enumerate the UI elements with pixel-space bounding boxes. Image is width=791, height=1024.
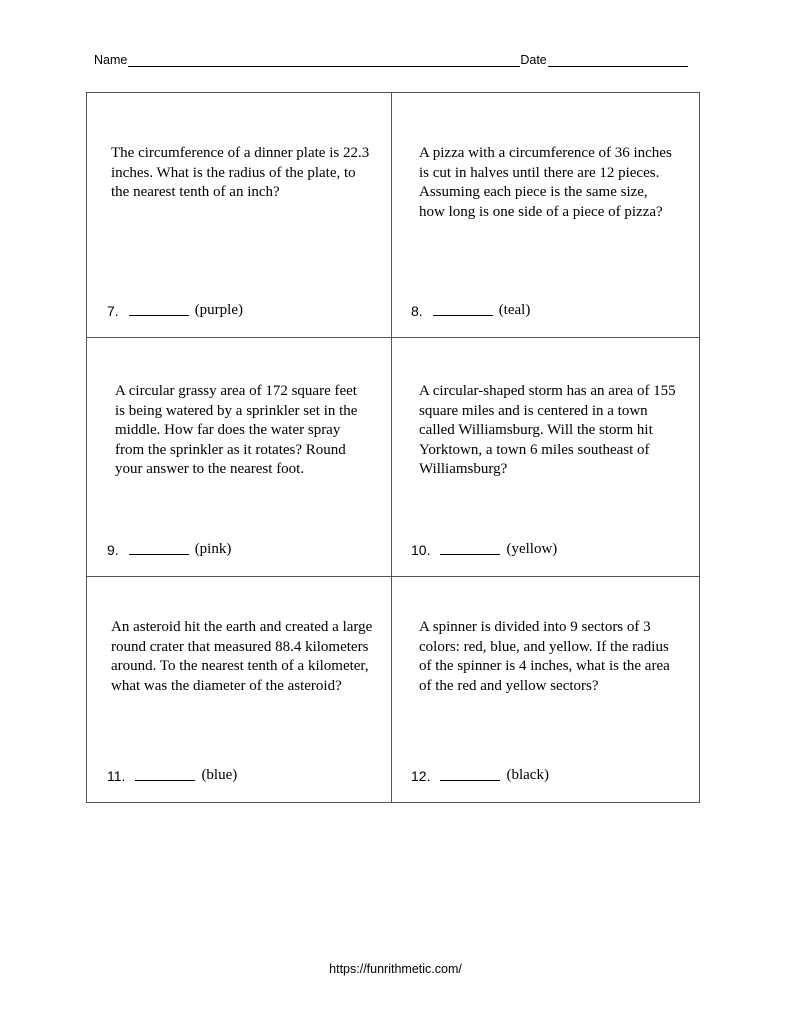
problem-number: 11. xyxy=(107,768,126,784)
task-card-10 xyxy=(392,338,700,577)
question-text: A pizza with a circumference of 36 inches is cut in halves until there are 12 pieces. Assuming each piece is the same size, how long is one side of a piece of pizza? xyxy=(419,145,672,220)
color-label: (pink) xyxy=(194,541,232,557)
question-text: An asteroid hit the earth and created a large round crater that measured 88.4 kilometers around. To the nearest tenth of a kilometer, what was the diameter of the asteroid? xyxy=(111,619,373,694)
date-label: Date xyxy=(520,53,547,67)
answer-blank[interactable] xyxy=(129,303,189,316)
name-field-line[interactable] xyxy=(128,52,520,67)
name-label: Name xyxy=(94,53,128,67)
answer-row xyxy=(411,302,530,319)
question-text: A circular-shaped storm has an area of 155 square miles and is centered in a town called Williamsburg. Will the storm hit Yorktown, a town 6 miles southeast of Williamsburg? xyxy=(419,383,676,477)
color-label: (teal) xyxy=(498,302,531,318)
color-label: (purple) xyxy=(194,302,243,318)
color-label: (yellow) xyxy=(506,541,558,557)
worksheet-header xyxy=(94,47,694,67)
question-text: A circular grassy area of 172 square feet is being watered by a sprinkler set in the middle. How far does the water spray from the sprinkler as it rotates? Round your answer to the nearest foot. xyxy=(115,383,358,477)
color-label: (black) xyxy=(506,767,549,783)
color-label: (blue) xyxy=(201,767,238,783)
problem-number: 8. xyxy=(411,303,423,319)
problem-number: 10. xyxy=(411,542,431,558)
answer-blank[interactable] xyxy=(440,542,500,555)
problem-number: 7. xyxy=(107,303,119,319)
answer-row xyxy=(107,302,243,319)
answer-row xyxy=(107,541,231,558)
task-card-grid xyxy=(86,92,700,803)
answer-blank[interactable] xyxy=(433,303,493,316)
task-card-12 xyxy=(392,577,700,802)
answer-blank[interactable] xyxy=(440,768,500,781)
question-text: The circumference of a dinner plate is 22.3 inches. What is the radius of the plate, to the nearest tenth of an inch? xyxy=(111,145,370,200)
answer-blank[interactable] xyxy=(129,542,189,555)
task-card-11 xyxy=(87,577,392,802)
task-card-8 xyxy=(392,93,700,338)
question-text: A spinner is divided into 9 sectors of 3 colors: red, blue, and yellow. If the radius of the spinner is 4 inches, what is the area of the red and yellow sectors? xyxy=(419,619,670,694)
answer-row xyxy=(107,767,237,784)
task-card-7 xyxy=(87,93,392,338)
answer-blank[interactable] xyxy=(135,768,195,781)
date-field-line[interactable] xyxy=(548,52,688,67)
problem-number: 12. xyxy=(411,768,431,784)
answer-row xyxy=(411,767,549,784)
problem-number: 9. xyxy=(107,542,119,558)
footer-url: https://funrithmetic.com/ xyxy=(329,962,462,976)
task-card-9 xyxy=(87,338,392,577)
answer-row xyxy=(411,541,557,558)
